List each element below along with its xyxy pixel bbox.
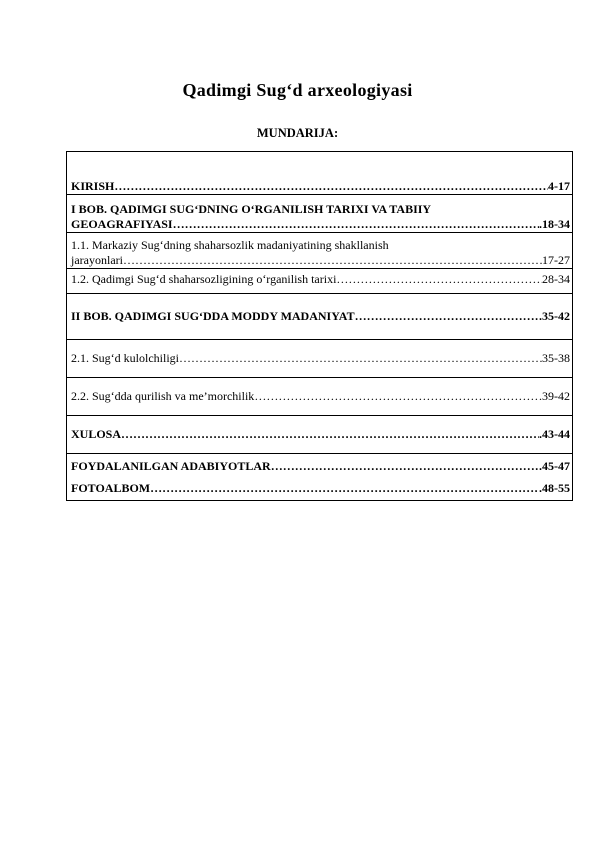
toc-entry-bob1[interactable] [71,217,570,232]
toc-page-range: .43-44 [539,427,570,441]
toc-row-1-2 [67,269,573,294]
toc-entry-text: I BOB. QADIMGI SUG‘DNING O‘RGANILISH TARIXI VA TABIIY [71,202,432,216]
toc-page-range: .18-34 [539,217,570,231]
toc-entry-fotoalbom[interactable] [71,481,570,496]
dot-leader [121,427,539,442]
toc-entry-text: 2.2. Sug‘dda qurilish va me’morchilik [71,389,255,403]
dot-leader [254,389,539,404]
toc-entry-text: XULOSA [71,427,122,441]
toc-page-range: .35-42 [539,309,570,323]
toc-row-final [67,454,573,501]
toc-entry-text: 1.2. Qadimgi Sug‘d shaharsozligining o‘rganilish tarixi [71,272,337,286]
toc-page-range: 4-17 [548,179,570,193]
dot-leader [336,272,542,287]
toc-entry-kirish[interactable] [71,179,570,194]
toc-entry-text: II BOB. QADIMGI SUG‘DDA MODDY MADANIYAT [71,309,355,323]
toc-entry-text: 1.1. Markaziy Sug‘dning shaharsozlik madaniyatining shakllanish [71,238,389,252]
toc-entry-2-2[interactable] [71,389,570,404]
toc-entry-1-2[interactable] [71,272,570,287]
toc-row-2-2 [67,378,573,416]
toc-row-xulosa [67,416,573,454]
toc-row-kirish [67,152,573,195]
toc-entry-text: 2.1. Sug‘d kulolchiligi [71,351,179,365]
dot-leader [355,309,539,324]
toc-page-range: .39-42 [539,389,570,403]
dot-leader [150,481,539,496]
toc-entry-bob2[interactable] [71,309,570,324]
toc-entry-2-1[interactable] [71,351,570,366]
toc-row-bob1 [67,195,573,233]
toc-entry-text: GEOAGRAFIYASI [71,217,173,231]
toc-entry-text: jarayonlari [71,253,123,267]
toc-entry-text: FOYDALANILGAN ADABIYOTLAR [71,458,271,473]
toc-row-1-1 [67,233,573,269]
toc-entry-text: FOTOALBOM [71,480,151,495]
dot-leader [114,179,548,194]
contents-heading: MUNDARIJA: [256,126,339,140]
toc-page-range: .48-55 [539,480,570,495]
toc-page-range: 17-27 [542,253,570,267]
dot-leader [179,351,542,366]
dot-leader [123,253,542,268]
toc-entry-text: KIRISH [71,179,115,193]
toc-entry-adabiyotlar[interactable] [71,459,570,474]
toc-page-range: .45-47 [539,458,570,473]
document-title: Qadimgi Sug‘d arxeologiyasi [182,80,413,100]
toc-page-range: 35-38 [542,351,570,365]
dot-leader [173,217,539,232]
toc-row-bob2 [67,294,573,340]
toc-row-2-1 [67,340,573,378]
table-of-contents [66,151,573,501]
dot-leader [271,459,539,474]
toc-page-range: 28-34 [542,272,570,286]
toc-entry-xulosa[interactable] [71,427,570,442]
toc-entry-1-1[interactable] [71,253,570,268]
